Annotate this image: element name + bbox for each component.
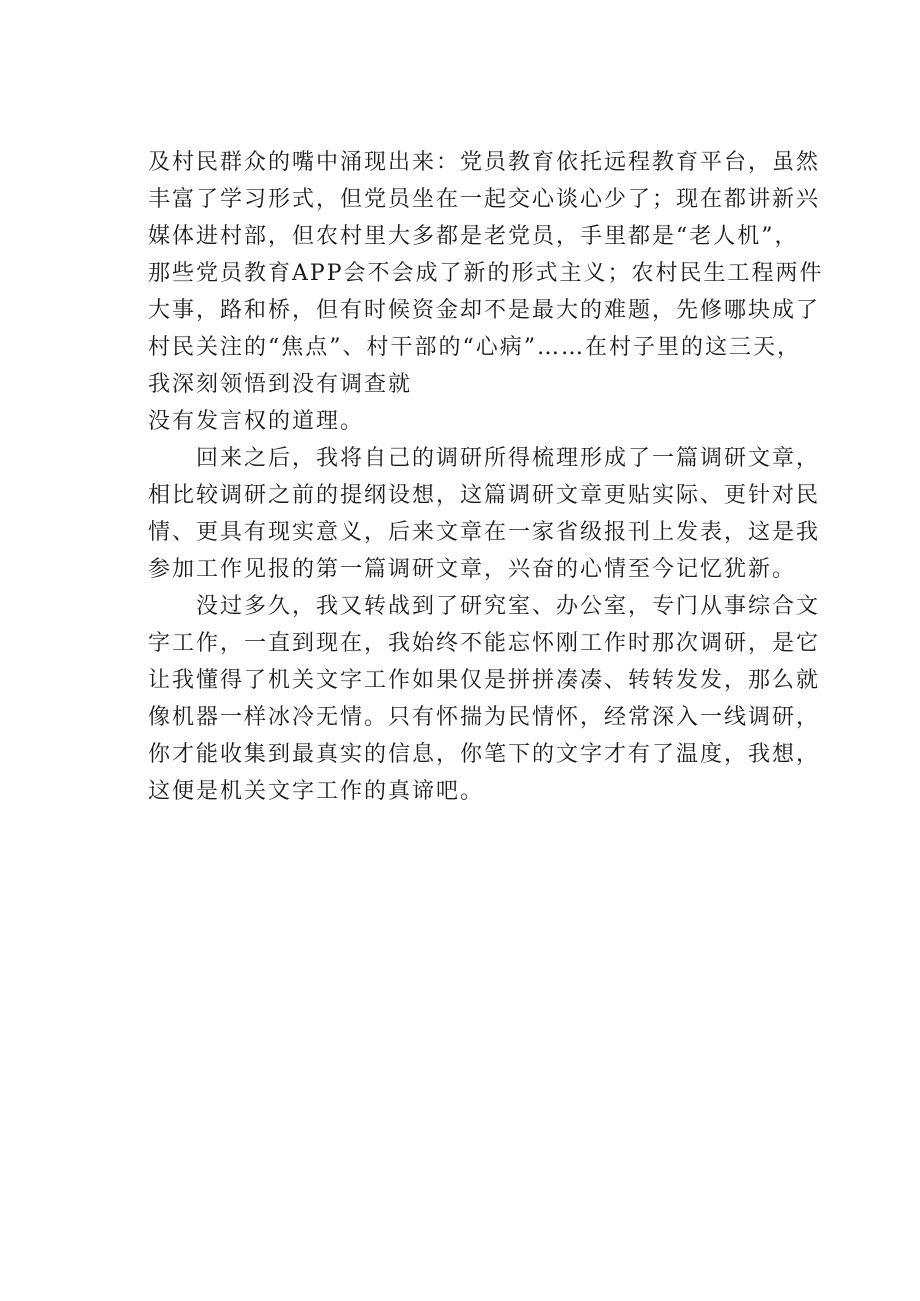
text-line: 参加工作见报的第一篇调研文章，兴奋的心情至今记忆犹新。 xyxy=(148,557,797,582)
text-line: 字工作，一直到现在，我始终不能忘怀刚工作时那次调研，是它 xyxy=(148,631,821,656)
document-body xyxy=(148,144,824,810)
text-line: 你才能收集到最真实的信息，你笔下的文字才有了温度，我想， xyxy=(148,742,821,767)
text-line: 这便是机关文字工作的真谛吧。 xyxy=(148,779,485,804)
text-line: 没有发言权的道理。 xyxy=(148,409,365,434)
text-line: 大事，路和桥，但有时候资金却不是最大的难题，先修哪块成了 xyxy=(148,298,821,323)
text-line: 让我懂得了机关文字工作如果仅是拼拼凑凑、转转发发，那么就 xyxy=(148,668,821,693)
text-line: 相比较调研之前的提纲设想，这篇调研文章更贴实际、更针对民 xyxy=(148,483,821,508)
paragraph-start-line: 回来之后，我将自己的调研所得梳理形成了一篇调研文章， xyxy=(196,446,821,471)
text-line: 村民关注的“焦点”、村干部的“心病”……在村子里的这三天， xyxy=(148,335,801,360)
text-line: 丰富了学习形式，但党员坐在一起交心谈心少了；现在都讲新兴 xyxy=(148,187,821,212)
text-line: 情、更具有现实意义，后来文章在一家省级报刊上发表，这是我 xyxy=(148,520,821,545)
text-line: 及村民群众的嘴中涌现出来：党员教育依托远程教育平台，虽然 xyxy=(148,150,821,175)
text-line: 媒体进村部，但农村里大多都是老党员，手里都是“老人机”， xyxy=(148,224,799,249)
text-line: 我深刻领悟到没有调查就 xyxy=(148,372,413,397)
text-line: 像机器一样冰冷无情。只有怀揣为民情怀，经常深入一线调研， xyxy=(148,705,821,730)
text-line: 那些党员教育APP会不会成了新的形式主义；农村民生工程两件 xyxy=(148,261,824,286)
paragraph-start-line: 没过多久，我又转战到了研究室、办公室，专门从事综合文 xyxy=(196,594,821,619)
